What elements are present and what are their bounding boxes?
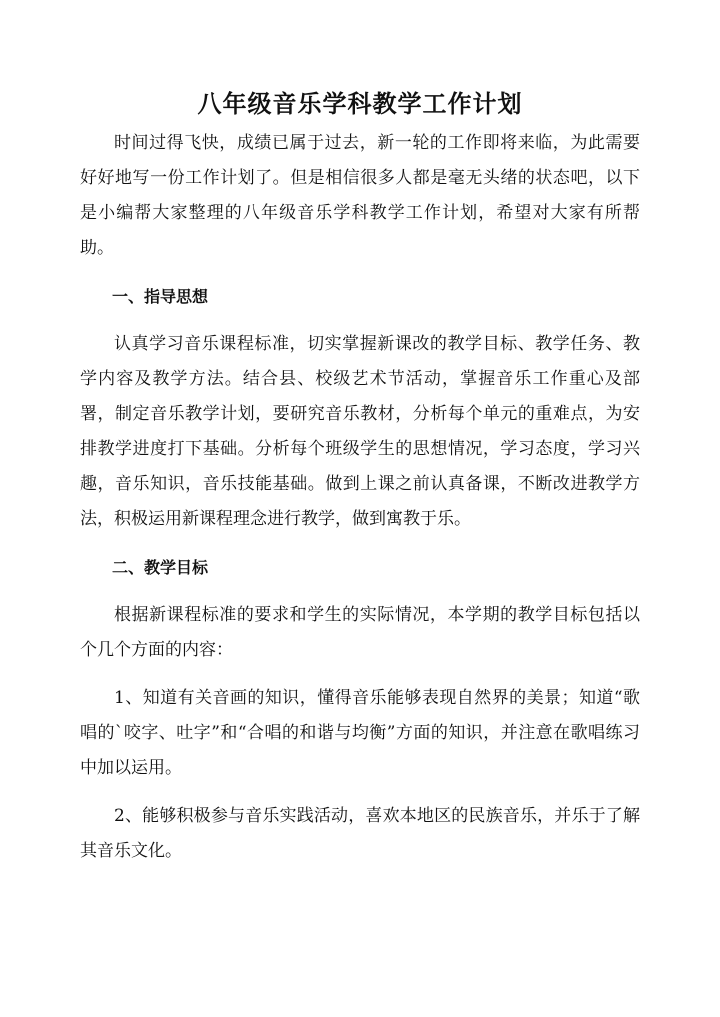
document-title: 八年级音乐学科教学工作计划 [197, 90, 523, 118]
teaching-goals-paragraph: 根据新课程标准的要求和学生的实际情况，本学期的教学目标包括以个几个方面的内容： [80, 605, 640, 660]
section-heading-teaching-goals: 二、教学目标 [112, 558, 209, 577]
teaching-goal-item-2: 2、能够积极参与音乐实践活动，喜欢本地区的民族音乐，并乐于了解其音乐文化。 [80, 806, 640, 861]
document-page [80, 84, 640, 869]
section-heading-guiding-ideology: 一、指导思想 [112, 287, 209, 306]
teaching-goal-item-1: 1、知道有关音画的知识，懂得音乐能够表现自然界的美景；知道“歌唱的`咬字、吐字”和“合唱的和谐与均衡”方面的知识，并注意在歌唱练习中加以运用。 [80, 688, 640, 778]
guiding-ideology-paragraph: 认真学习音乐课程标准，切实掌握新课改的教学目标、教学任务、教学内容及教学方法。结合县、校级艺术节活动，掌握音乐工作重心及部署，制定音乐教学计划，要研究音乐教材，分析每个单元的重难点，为安排教学进度打下基础。分析每个班级学生的思想情况，学习态度，学习兴趣，音乐知识，音乐技能基础。做到上课之前认真备课，不断改进教学方法，积极运用新课程理念进行教学，做到寓教于乐。 [80, 334, 640, 529]
intro-paragraph: 时间过得飞快，成绩已属于过去，新一轮的工作即将来临，为此需要好好地写一份工作计划了。但是相信很多人都是毫无头绪的状态吧，以下是小编帮大家整理的八年级音乐学科教学工作计划，希望对大家有所帮助。 [80, 133, 640, 258]
